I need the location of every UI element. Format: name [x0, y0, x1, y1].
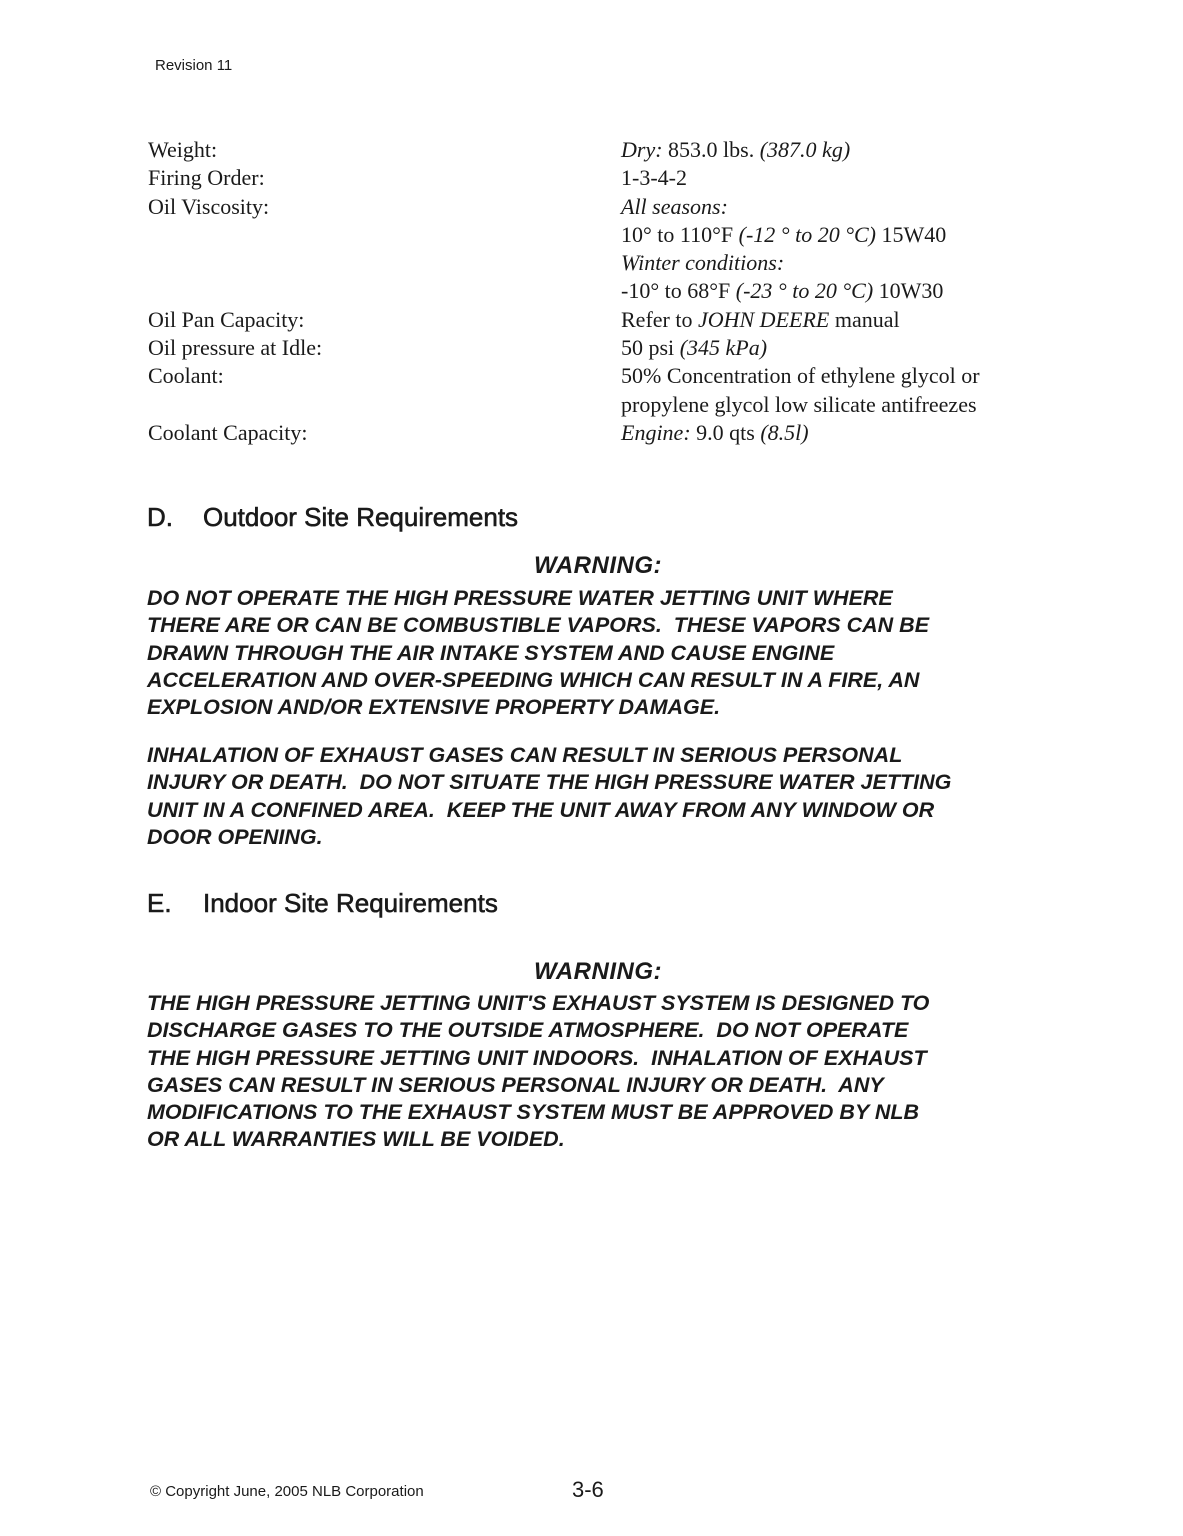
- section-d-warning-title: WARNING:: [534, 552, 662, 579]
- section-d-title: Outdoor Site Requirements: [203, 502, 519, 532]
- spec-value-line: [621, 249, 1048, 277]
- spec-value-text: 50 psi: [621, 335, 680, 361]
- warning-line: DRAWN THROUGH THE AIR INTAKE SYSTEM AND CAUSE ENGINE: [147, 640, 835, 665]
- warning-line: THERE ARE OR CAN BE COMBUSTIBLE VAPORS. THESE VAPORS CAN BE: [147, 613, 930, 638]
- spec-value: [621, 334, 1048, 362]
- spec-row: [148, 193, 1048, 306]
- spec-value-text: (8.5l): [760, 419, 809, 445]
- spec-label: Firing Order:: [148, 165, 265, 191]
- section-e-heading: [147, 888, 498, 919]
- section-d-warning-text-2: [147, 742, 1067, 851]
- spec-value-line: [621, 306, 1048, 334]
- warning-line: GASES CAN RESULT IN SERIOUS PERSONAL INJURY OR DEATH. ANY: [147, 1072, 884, 1097]
- spec-row: [148, 419, 1048, 447]
- spec-value-line: [621, 221, 1048, 249]
- engine-spec-list: [148, 136, 1048, 447]
- page-number: 3-6: [572, 1477, 604, 1502]
- spec-row: [148, 164, 1048, 192]
- spec-value-text: Dry:: [621, 137, 663, 162]
- warning-line: UNIT IN A CONFINED AREA. KEEP THE UNIT AWAY FROM ANY WINDOW OR: [147, 797, 935, 822]
- spec-value-line: [621, 193, 1048, 221]
- spec-value-text: (-23 ° to 20 °C): [735, 278, 874, 304]
- spec-value-line: [621, 277, 1048, 305]
- spec-value-text: 853.0 lbs.: [662, 137, 760, 162]
- spec-value-text: -10° to 68°F: [621, 278, 736, 304]
- spec-value-text: 10W30: [873, 278, 944, 304]
- warning-line: OR ALL WARRANTIES WILL BE VOIDED.: [147, 1127, 565, 1152]
- spec-value-text: (345 kPa): [679, 335, 768, 361]
- spec-value-text: 10° to 110°F: [621, 221, 739, 247]
- warning-line: ACCELERATION AND OVER-SPEEDING WHICH CAN RESULT IN A FIRE, AN: [147, 667, 920, 692]
- spec-value-line: [621, 362, 1048, 390]
- spec-label: Oil Pan Capacity:: [148, 306, 305, 332]
- warning-line: MODIFICATIONS TO THE EXHAUST SYSTEM MUST BE APPROVED BY NLB: [147, 1100, 920, 1125]
- section-e-title: Indoor Site Requirements: [203, 888, 498, 918]
- spec-label: Coolant:: [148, 363, 224, 389]
- copyright-footer: © Copyright June, 2005 NLB Corporation: [150, 1483, 424, 1500]
- warning-line: DO NOT OPERATE THE HIGH PRESSURE WATER JETTING UNIT WHERE: [147, 586, 893, 610]
- spec-row: [148, 136, 1048, 164]
- section-d-letter: D.: [147, 502, 173, 532]
- spec-value-text: (387.0 kg): [759, 137, 851, 162]
- spec-value-text: 1-3-4-2: [621, 165, 687, 191]
- spec-value-text: 50% Concentration of ethylene glycol or: [621, 363, 980, 389]
- spec-value-text: JOHN DEERE: [697, 306, 830, 332]
- spec-value-text: All seasons:: [621, 193, 728, 219]
- spec-value: [621, 193, 1048, 306]
- warning-line: DISCHARGE GASES TO THE OUTSIDE ATMOSPHERE. DO NOT OPERATE: [147, 1018, 909, 1043]
- spec-value-text: Refer to: [621, 306, 698, 332]
- spec-value: [621, 306, 1048, 334]
- spec-value-text: Winter conditions:: [621, 250, 785, 276]
- spec-value-line: [621, 334, 1048, 362]
- spec-value-text: 15W40: [876, 221, 947, 247]
- spec-value-text: (-12 ° to 20 °C): [738, 221, 877, 247]
- spec-label: Oil Viscosity:: [148, 193, 270, 219]
- section-d-warning-text-1: [147, 585, 1067, 721]
- warning-line: INJURY OR DEATH. DO NOT SITUATE THE HIGH PRESSURE WATER JETTING: [147, 770, 952, 795]
- spec-row: [148, 306, 1048, 334]
- warning-line: THE HIGH PRESSURE JETTING UNIT'S EXHAUST SYSTEM IS DESIGNED TO: [147, 991, 930, 1015]
- spec-value-text: manual: [829, 306, 900, 332]
- spec-value: [621, 362, 1048, 419]
- spec-label: Coolant Capacity:: [148, 419, 308, 445]
- spec-row: [148, 334, 1048, 362]
- spec-value-text: 9.0 qts: [690, 419, 761, 445]
- spec-value-text: Engine:: [621, 419, 691, 445]
- warning-line: INHALATION OF EXHAUST GASES CAN RESULT IN SERIOUS PERSONAL: [147, 743, 903, 767]
- spec-value: [621, 164, 1048, 192]
- revision-label: Revision 11: [155, 57, 233, 74]
- section-e-warning-text: [147, 990, 1067, 1154]
- spec-value-text: propylene glycol low silicate antifreezes: [621, 391, 977, 417]
- spec-value-line: [621, 136, 1048, 164]
- spec-label: Oil pressure at Idle:: [148, 335, 323, 361]
- section-e-letter: E.: [147, 888, 172, 918]
- section-d-heading: [147, 502, 518, 533]
- spec-value-line: [621, 164, 1048, 192]
- spec-value-line: [621, 391, 1048, 419]
- section-e-warning-title: WARNING:: [534, 958, 662, 985]
- spec-value: [621, 419, 1048, 447]
- warning-line: EXPLOSION AND/OR EXTENSIVE PROPERTY DAMAGE.: [147, 695, 721, 720]
- spec-value-line: [621, 419, 1048, 447]
- spec-label: Weight:: [148, 137, 218, 162]
- spec-row: [148, 362, 1048, 419]
- warning-line: THE HIGH PRESSURE JETTING UNIT INDOORS. INHALATION OF EXHAUST: [147, 1045, 927, 1070]
- warning-line: DOOR OPENING.: [147, 824, 323, 849]
- spec-value: [621, 136, 1048, 164]
